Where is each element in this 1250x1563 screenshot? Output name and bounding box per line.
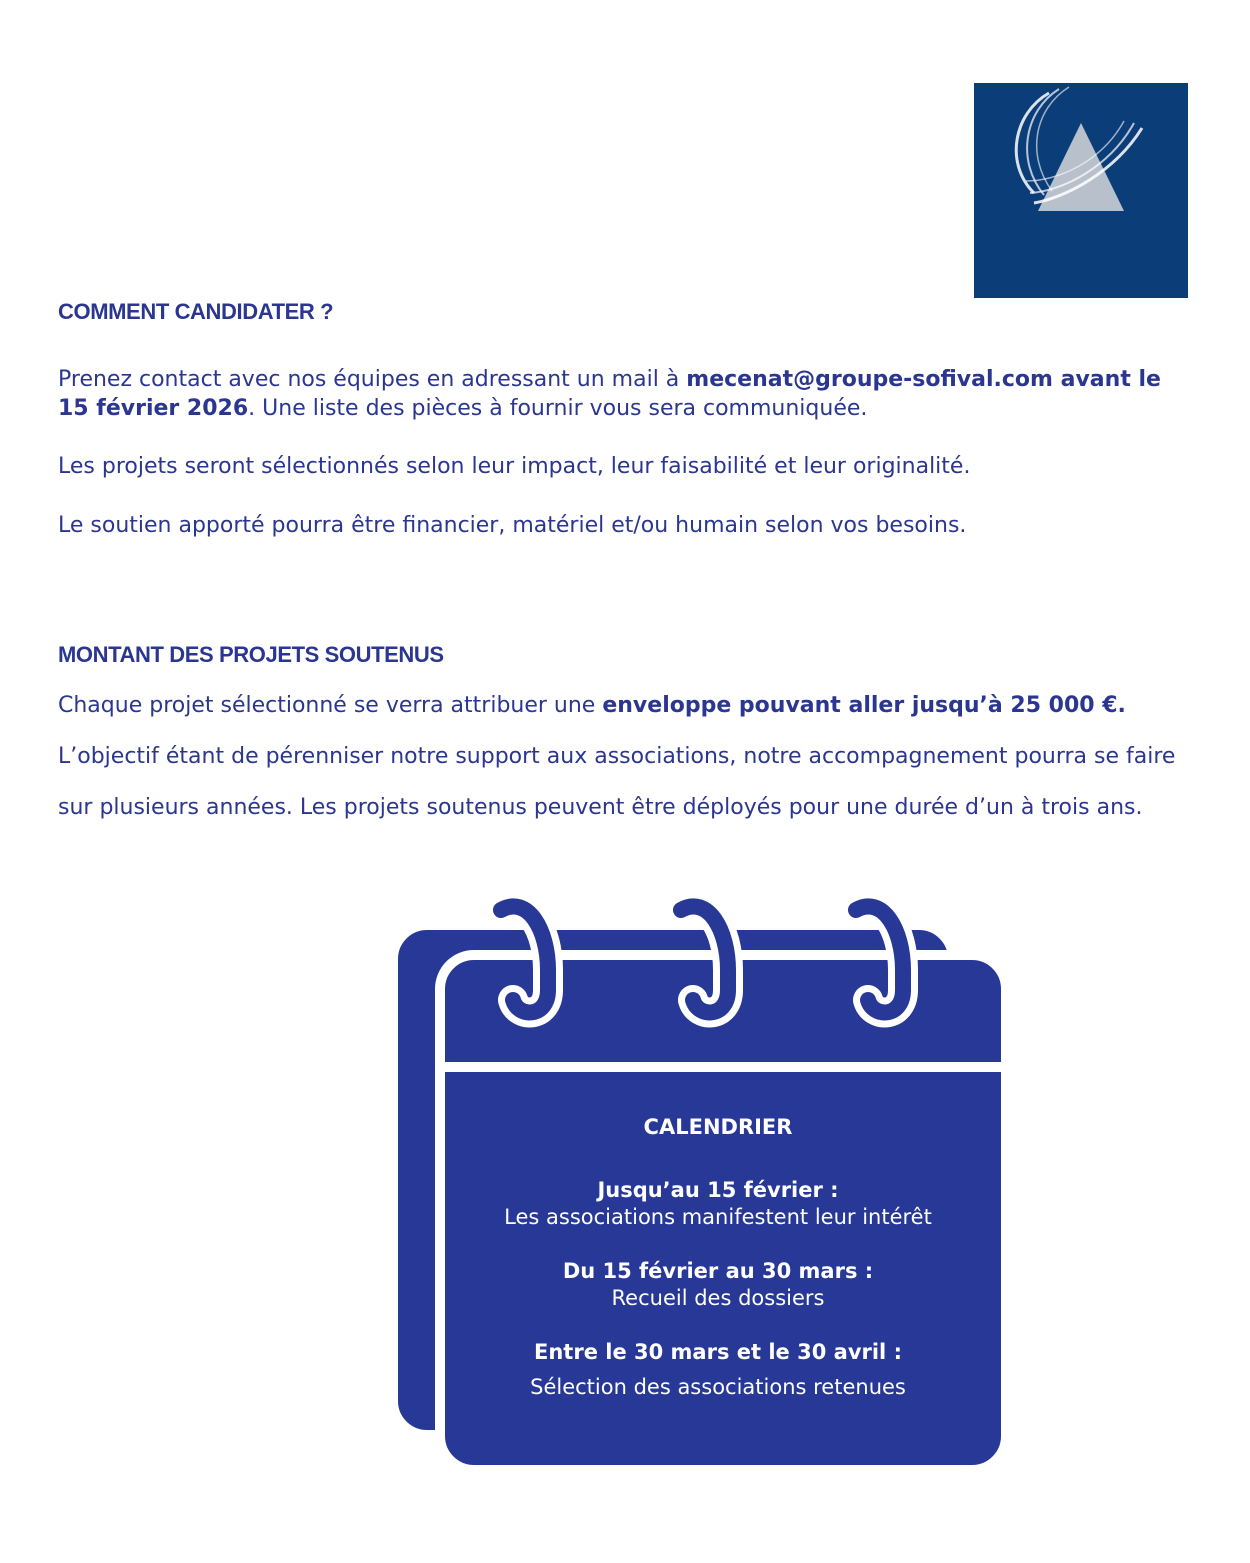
calendar-item xyxy=(445,1258,991,1312)
section-apply-paragraph-3: Le soutien apporté pourra être financier, matériel et/ou humain selon vos besoins. xyxy=(58,513,967,538)
amount-p1-envelope: enveloppe pouvant aller jusqu’à 25 000 €. xyxy=(602,693,1126,718)
calendar-title: CALENDRIER xyxy=(643,1115,793,1139)
calendar-divider xyxy=(440,1062,1006,1072)
section-amount-paragraph xyxy=(58,680,1198,833)
calendar-item-label: Entre le 30 mars et le 30 avril : xyxy=(534,1340,902,1364)
section-apply-paragraph-2: Les projets seront sélectionnés selon leur impact, leur faisabilité et leur originalité. xyxy=(58,454,971,479)
logo-mark-icon xyxy=(974,83,1188,298)
apply-p1-email-deadline: mecenat@groupe-sofival.com avant le 15 février 2026 xyxy=(58,367,1161,421)
section-apply-paragraph-1 xyxy=(58,365,1198,423)
amount-p1-end: L’objectif étant de pérenniser notre support aux associations, notre accompagnement pourra se faire sur plusieurs années. Les projets soutenus peuvent être déployés pour une durée d’un à trois ans. xyxy=(58,744,1176,820)
amount-p1-start: Chaque projet sélectionné se verra attribuer une xyxy=(58,693,603,718)
calendar-item-label: Jusqu’au 15 février : xyxy=(597,1178,839,1202)
apply-p1-start: Prenez contact avec nos équipes en adressant un mail à xyxy=(58,367,687,392)
company-logo xyxy=(974,83,1188,353)
logo-text: Sofival xyxy=(1001,299,1160,353)
calendar-item-text: Sélection des associations retenues xyxy=(530,1375,906,1399)
calendar-item xyxy=(445,1177,991,1231)
calendar-item-text: Recueil des dossiers xyxy=(611,1286,825,1310)
apply-p1-end: . Une liste des pièces à fournir vous sera communiquée. xyxy=(248,396,868,421)
calendar-item xyxy=(445,1339,991,1401)
calendar-item-text: Les associations manifestent leur intérêt xyxy=(504,1205,932,1229)
section-apply-title: COMMENT CANDIDATER ? xyxy=(58,299,334,324)
section-amount-title: MONTANT DES PROJETS SOUTENUS xyxy=(58,642,444,667)
calendar-item-label: Du 15 février au 30 mars : xyxy=(562,1259,874,1283)
